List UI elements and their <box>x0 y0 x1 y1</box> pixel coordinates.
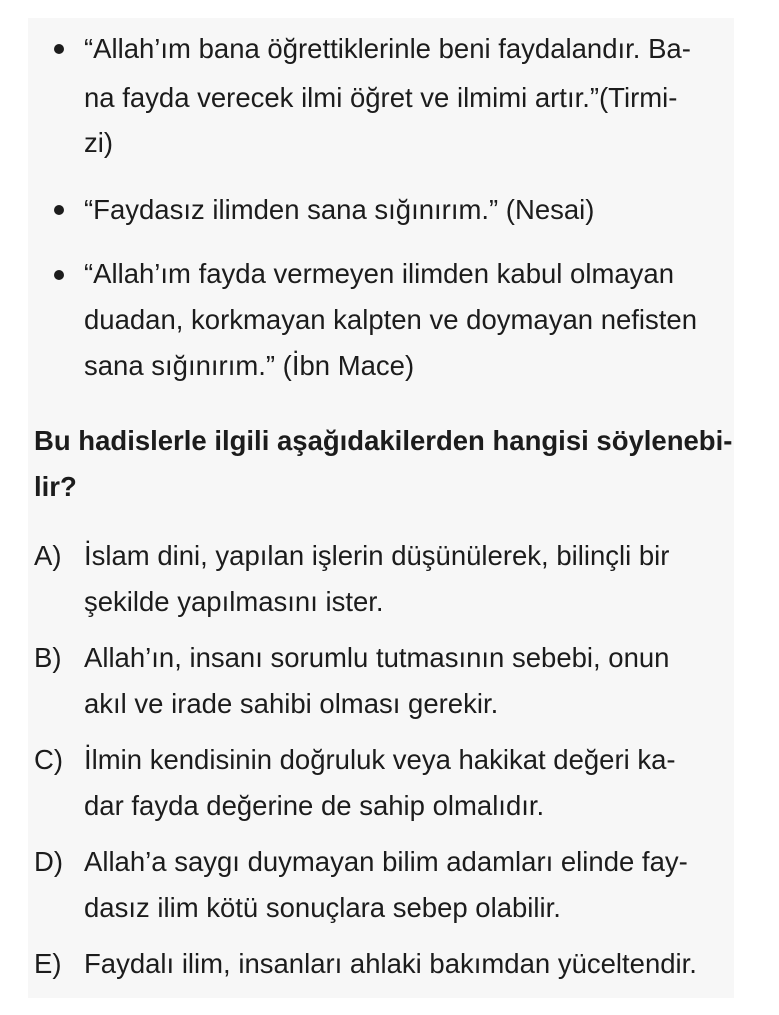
option-letter: D) <box>34 846 64 877</box>
option-text-line: Faydalı ilim, insanları ahlaki bakımdan yüceltendir. <box>84 948 697 979</box>
option-text-line: İlmin kendisinin doğruluk veya hakikat değeri ka- <box>84 744 676 775</box>
option-text-line: Allah’ın, insanı sorumlu tutmasının sebebi, onun <box>84 642 670 673</box>
bullet-icon <box>54 270 64 280</box>
option-text-line: dasız ilim kötü sonuçlara sebep olabilir. <box>84 892 561 923</box>
option-letter: A) <box>34 540 62 571</box>
option-text-line: Allah’a saygı duymayan bilim adamları elinde fay- <box>84 846 688 877</box>
quote-line: zi) <box>84 127 114 158</box>
bullet-icon <box>54 44 64 54</box>
question-line: Bu hadislerle ilgili aşağıdakilerden hangisi söylenebi- <box>34 425 733 456</box>
quote-line: na fayda verecek ilmi öğret ve ilmimi artır.”(Tirmi- <box>84 82 678 113</box>
option-text-line: dar fayda değerine de sahip olmalıdır. <box>84 790 545 821</box>
option-letter: C) <box>34 744 64 775</box>
bullet-icon <box>54 205 64 215</box>
quote-line: sana sığınırım.” (İbn Mace) <box>84 350 415 381</box>
quote-line: “Allah’ım bana öğrettiklerinle beni faydalandır. Ba- <box>84 33 691 64</box>
quote-line: duadan, korkmayan kalpten ve doymayan nefisten <box>84 304 698 335</box>
quote-line: “Allah’ım fayda vermeyen ilimden kabul olmayan <box>84 258 674 289</box>
option-letter: B) <box>34 642 62 673</box>
option-text-line: İslam dini, yapılan işlerin düşünülerek, bilinçli bir <box>84 540 670 571</box>
option-letter: E) <box>34 948 62 979</box>
option-text-line: şekilde yapılmasını ister. <box>84 586 384 617</box>
quote-line: “Faydasız ilimden sana sığınırım.” (Nesai) <box>84 194 595 225</box>
option-text-line: akıl ve irade sahibi olması gerekir. <box>84 688 499 719</box>
question-line: lir? <box>34 471 77 502</box>
